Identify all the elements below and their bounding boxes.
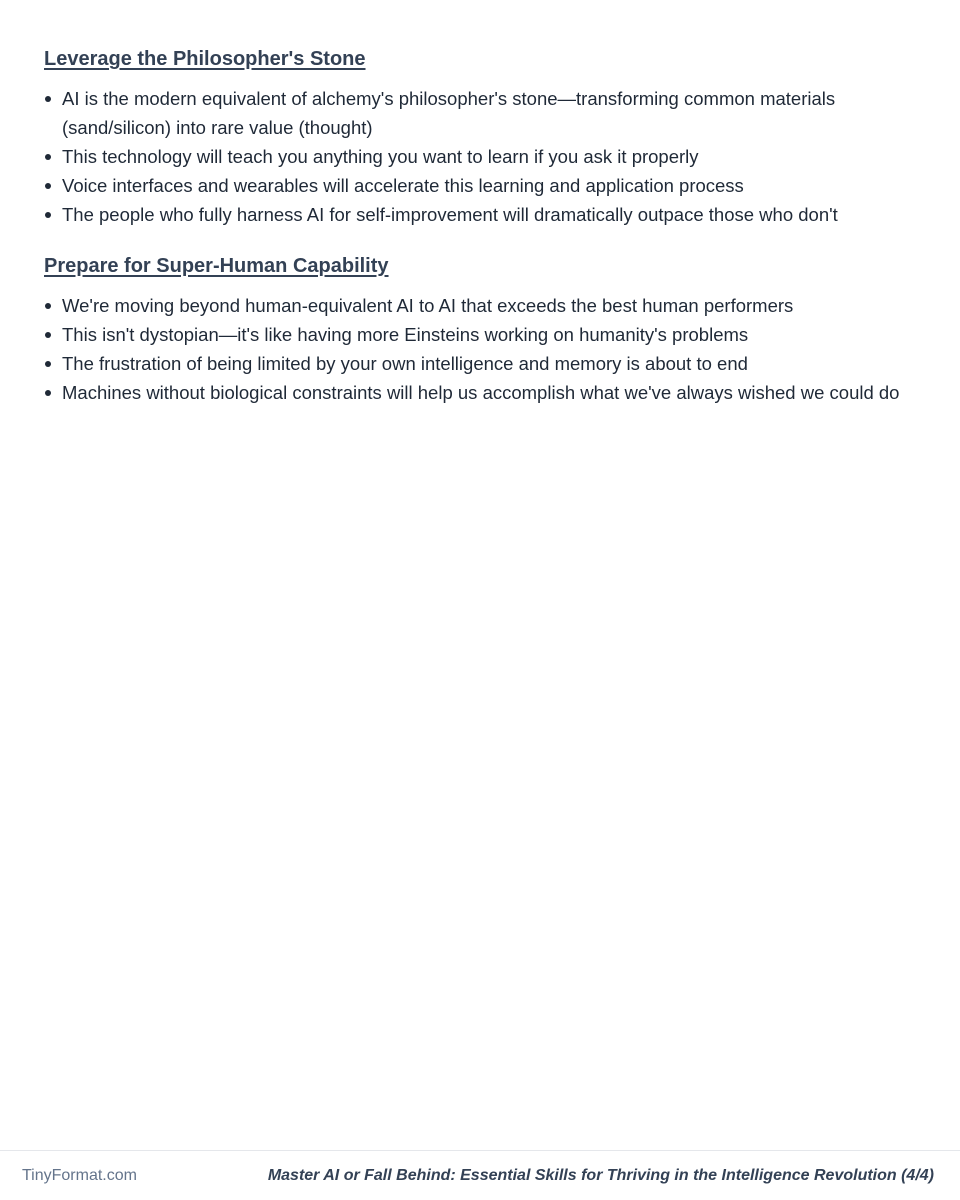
bullet-list	[44, 84, 944, 229]
section-heading: Leverage the Philosopher's Stone	[44, 48, 366, 70]
footer-document-title: Master AI or Fall Behind: Essential Skills for Thriving in the Intelligence Revolution (4/4)	[267, 1167, 934, 1184]
document-body	[44, 44, 944, 429]
section-philosophers-stone	[44, 44, 944, 229]
bullet-item: The frustration of being limited by your own intelligence and memory is about to end	[44, 349, 944, 378]
bullet-list	[44, 291, 944, 407]
bullet-item: AI is the modern equivalent of alchemy's philosopher's stone—transforming common materials (sand/silicon) into rare value (thought)	[44, 84, 944, 142]
section-heading: Prepare for Super-Human Capability	[44, 255, 389, 277]
section-super-human-capability	[44, 251, 944, 407]
bullet-item: The people who fully harness AI for self-improvement will dramatically outpace those who don't	[44, 200, 944, 229]
page-footer	[0, 1150, 960, 1200]
bullet-item: Machines without biological constraints will help us accomplish what we've always wished we could do	[44, 378, 944, 407]
footer-brand: TinyFormat.com	[22, 1167, 137, 1184]
bullet-item: This isn't dystopian—it's like having more Einsteins working on humanity's problems	[44, 320, 944, 349]
bullet-item: This technology will teach you anything you want to learn if you ask it properly	[44, 142, 944, 171]
bullet-item: Voice interfaces and wearables will accelerate this learning and application process	[44, 171, 944, 200]
bullet-item: We're moving beyond human-equivalent AI to AI that exceeds the best human performers	[44, 291, 944, 320]
